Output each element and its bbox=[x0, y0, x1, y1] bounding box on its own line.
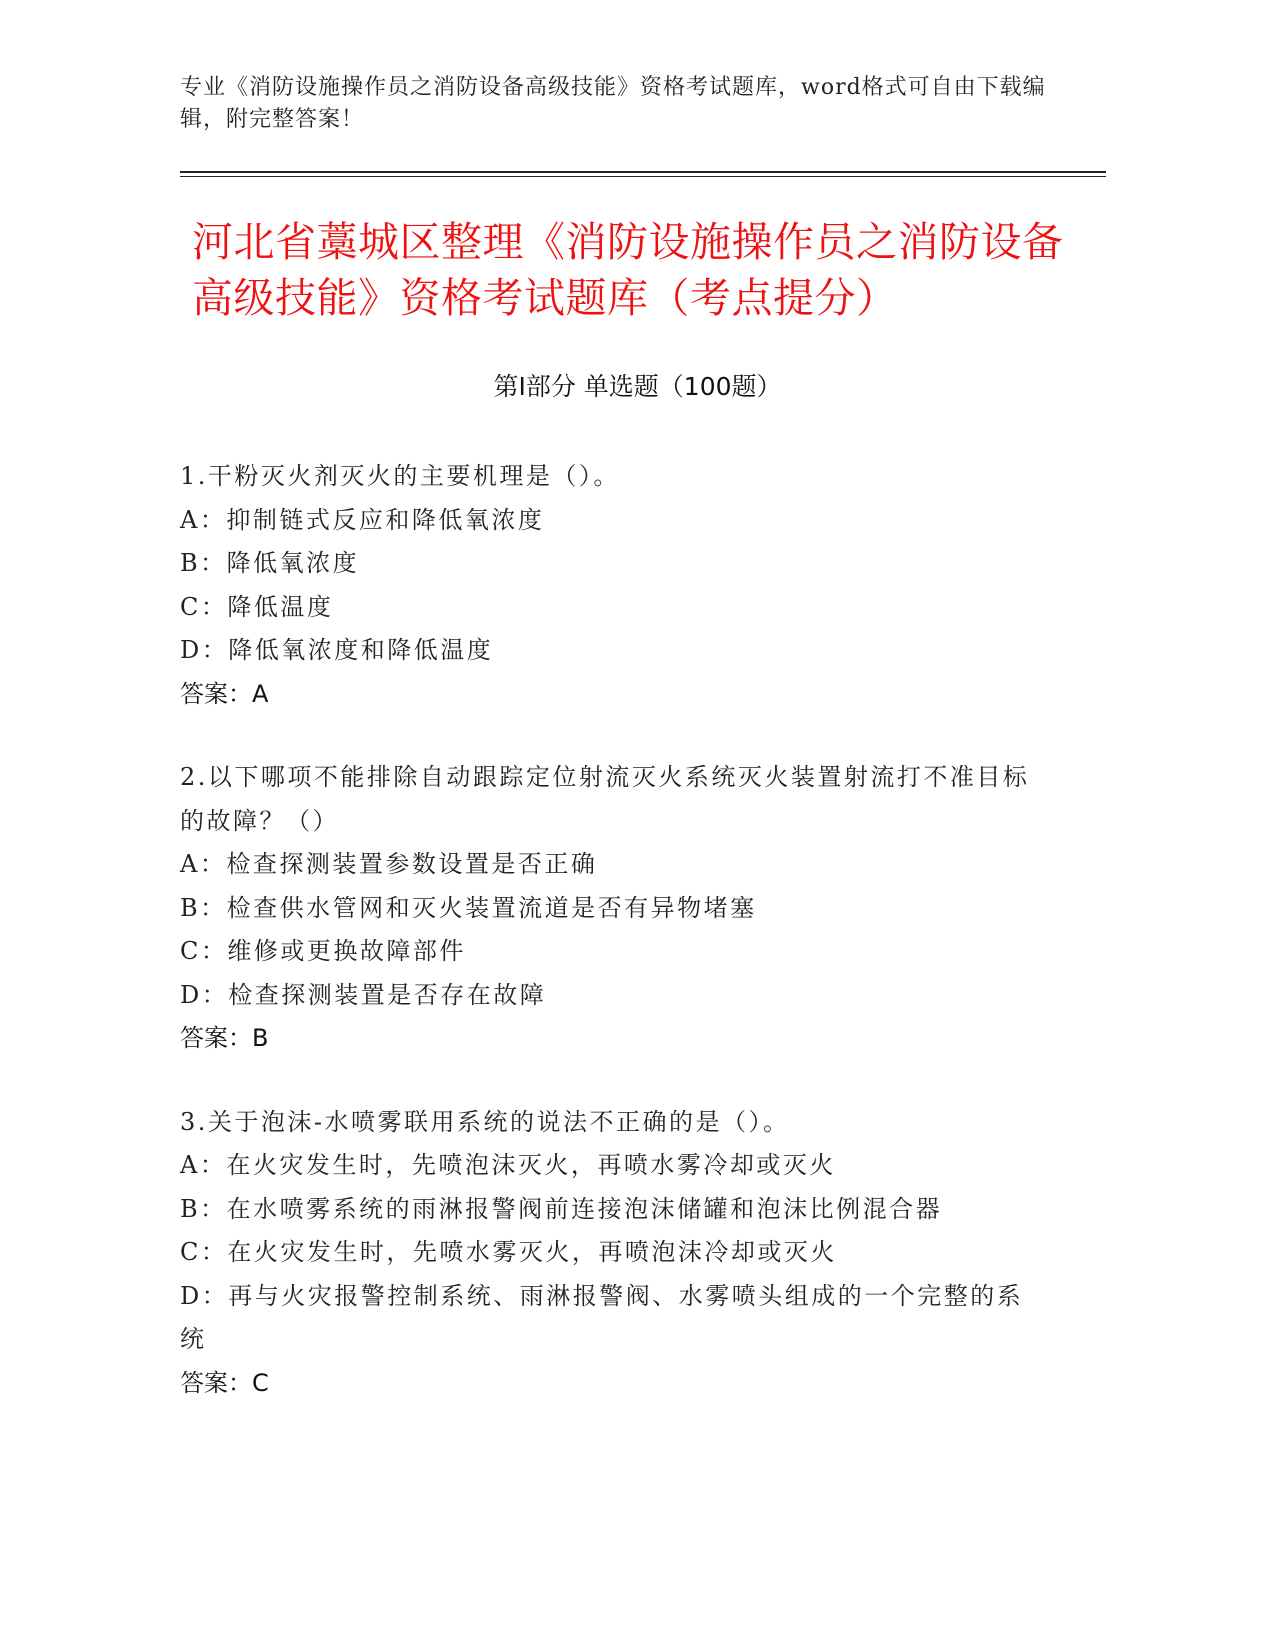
section-heading: 第Ⅰ部分 单选题（100题） bbox=[493, 372, 782, 401]
question-stem: 1.干粉灭火剂灭火的主要机理是（）。 bbox=[180, 462, 620, 490]
question-item bbox=[180, 455, 1040, 716]
answer-label: 答案：B bbox=[180, 1024, 269, 1052]
option-a: A：抑制链式反应和降低氧浓度 bbox=[180, 505, 545, 534]
header-divider-thin bbox=[180, 176, 1106, 177]
option-b: B：在水喷雾系统的雨淋报警阀前连接泡沫储罐和泡沫比例混合器 bbox=[180, 1194, 943, 1223]
option-d: D：检查探测装置是否存在故障 bbox=[180, 980, 547, 1009]
answer-label: 答案：A bbox=[180, 679, 269, 708]
question-item bbox=[180, 1101, 1040, 1406]
header-divider-thick bbox=[180, 171, 1106, 173]
question-item bbox=[180, 756, 1040, 1061]
question-stem: 2.以下哪项不能排除自动跟踪定位射流灭火系统灭火装置射流打不准目标的故障？（） bbox=[180, 763, 1030, 835]
document-title: 河北省藁城区整理《消防设施操作员之消防设备高级技能》资格考试题库（考点提分） bbox=[192, 218, 1064, 322]
option-c: C：在火灾发生时，先喷水雾灭火，再喷泡沫冷却或灭火 bbox=[180, 1238, 837, 1266]
option-a: A：在火灾发生时，先喷泡沫灭火，再喷水雾冷却或灭火 bbox=[180, 1151, 836, 1179]
option-a: A：检查探测装置参数设置是否正确 bbox=[180, 850, 598, 878]
question-list bbox=[180, 455, 1040, 1445]
question-stem: 3.关于泡沫-水喷雾联用系统的说法不正确的是（）。 bbox=[180, 1107, 790, 1136]
header-note: 专业《消防设施操作员之消防设备高级技能》资格考试题库，word格式可自由下载编辑，附完整答案！ bbox=[180, 75, 1046, 132]
option-c: C：降低温度 bbox=[180, 592, 334, 621]
option-d: D：再与火灾报警控制系统、雨淋报警阀、水雾喷头组成的一个完整的系统 bbox=[180, 1281, 1024, 1353]
answer-label: 答案：C bbox=[180, 1368, 269, 1397]
option-d: D：降低氧浓度和降低温度 bbox=[180, 636, 494, 664]
option-c: C：维修或更换故障部件 bbox=[180, 937, 466, 965]
option-b: B：降低氧浓度 bbox=[180, 549, 360, 577]
option-b: B：检查供水管网和灭火装置流道是否有异物堵塞 bbox=[180, 893, 757, 922]
